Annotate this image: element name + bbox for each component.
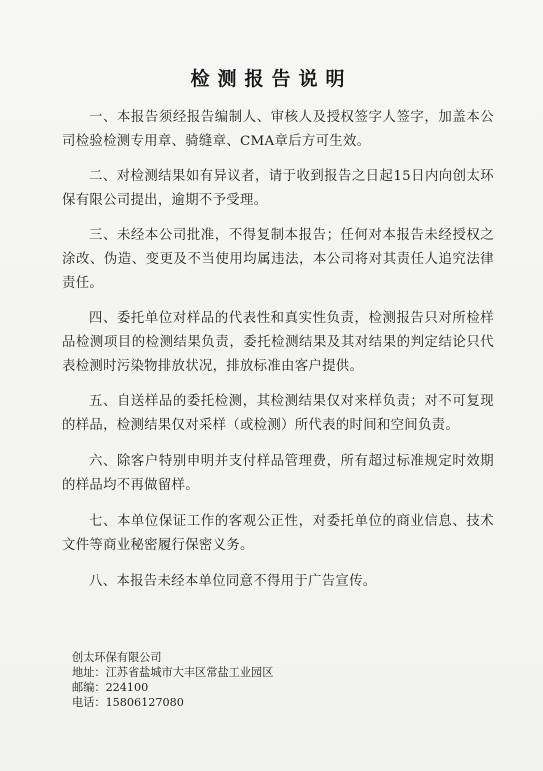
company-contact-block: [72, 650, 273, 710]
paragraph-7: 七、本单位保证工作的客观公正性，对委托单位的商业信息、技术文件等商业秘密履行保密义务。: [62, 514, 494, 553]
paragraph-1: 一、本报告须经报告编制人、审核人及授权签字人签字，加盖本公司检验检测专用章、骑缝章、CMA章后方可生效。: [62, 110, 494, 149]
company-address: 地址：江苏省盐城市大丰区常盐工业园区: [72, 666, 274, 679]
company-postcode: 邮编：224100: [72, 681, 149, 694]
company-name: 创太环保有限公司: [72, 651, 162, 664]
paragraph-2: 二、对检测结果如有异议者，请于收到报告之日起15日内向创太环保有限公司提出，逾期不予受理。: [62, 169, 494, 208]
company-phone: 电话：15806127080: [72, 696, 184, 709]
paragraph-6: 六、除客户特别申明并支付样品管理费，所有超过标准规定时效期的样品均不再做留样。: [62, 454, 494, 493]
paragraph-4: 四、委托单位对样品的代表性和真实性负责，检测报告只对所检样品检测项目的检测结果负责，委托检测结果及其对结果的判定结论只代表检测时污染物排放状况，排放标准由客户提供。: [62, 311, 494, 374]
paragraph-3: 三、未经本公司批准，不得复制本报告；任何对本报告未经授权之涂改、伪造、变更及不当使用均属违法，本公司将对其责任人追究法律责任。: [62, 228, 494, 291]
paragraph-8: 八、本报告未经本单位同意不得用于广告宣传。: [89, 574, 377, 589]
paragraph-5: 五、自送样品的委托检测，其检测结果仅对来样负责；对不可复现的样品，检测结果仅对采样（或检测）所代表的时间和空间负责。: [62, 394, 494, 433]
document-title: 检测报告说明: [190, 68, 353, 90]
